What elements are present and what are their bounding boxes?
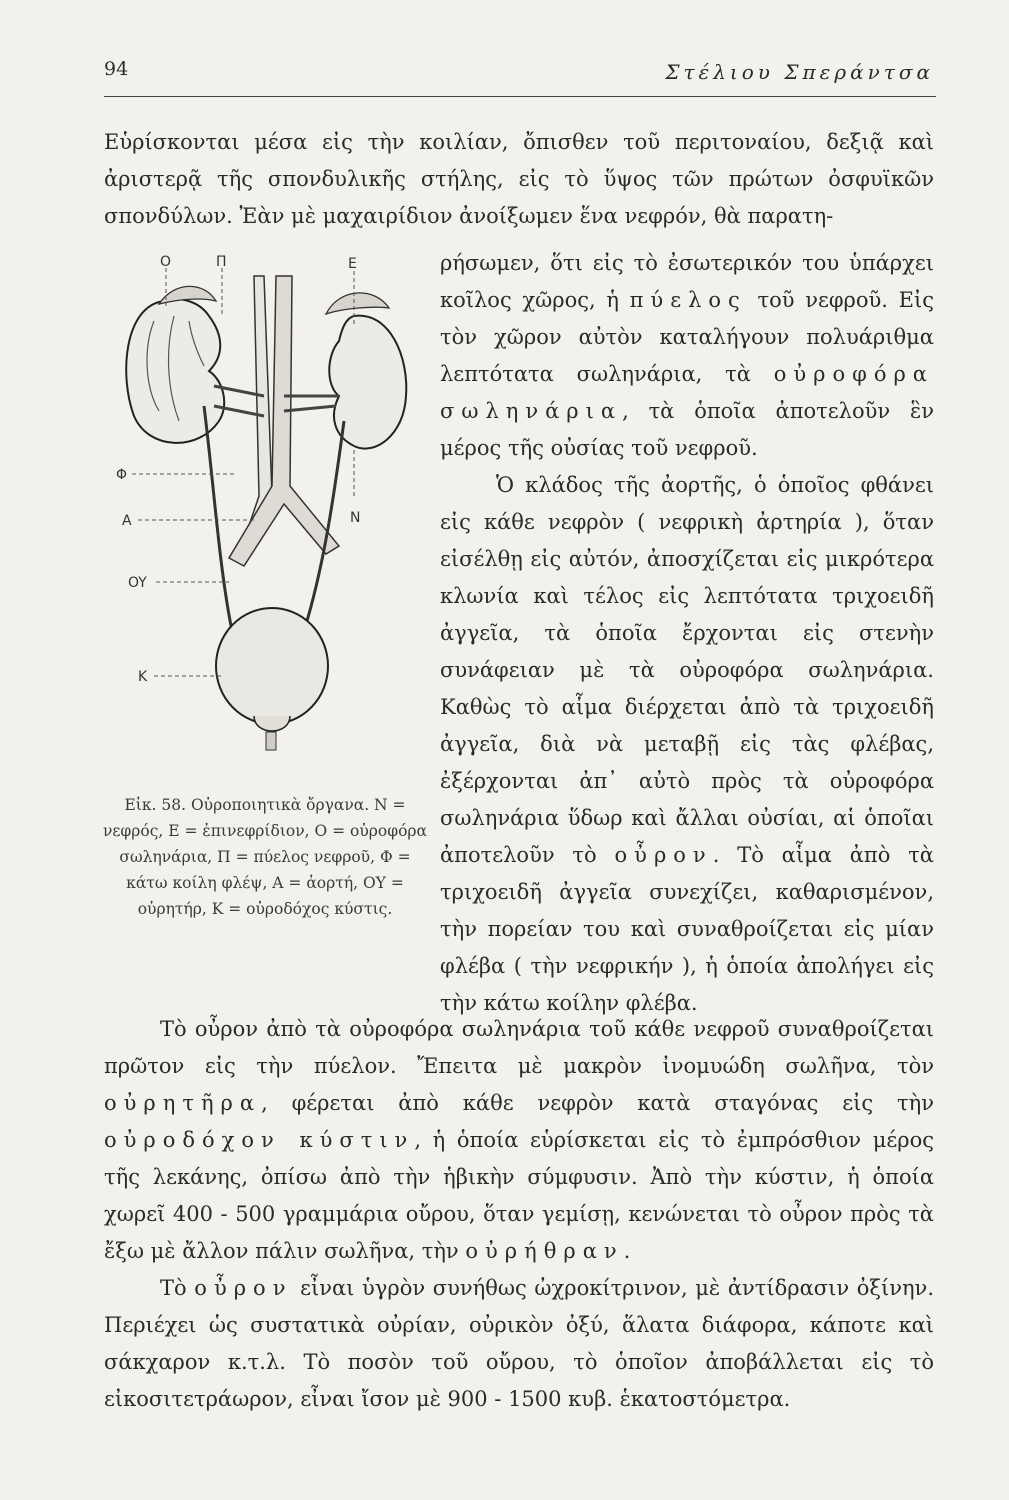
label-OY: OY (128, 575, 147, 591)
figure-caption: Εἰκ. 58. Οὐροποιητικὰ ὄργανα. N = νεφρός, E = ἐπινεφρίδιον, O = οὐροφόρα σωληνάρια, Π = πύελος νεφροῦ, Φ = κάτω κοίλη φλέψ, A = ἀορτή, OY = οὐρητήρ, K = οὐροδόχος κύστις. (102, 796, 428, 918)
paragraph-5: Τὸ οὖρον εἶναι ὑγρὸν συνήθως ὠχροκίτρινον, μὲ ἀντίδρασιν ὀξίνην. Περιέχει ὡς συστατικὰ οὐρίαν, οὐρικὸν ὀξύ, ἅλατα διάφορα, κάποτε καὶ σάκχαρον κ.τ.λ. Τὸ ποσὸν τοῦ οὔρου, τὸ ὁποῖον ἀποβάλλεται εἰς τὸ εἰκοσιτετράωρον, εἶναι ἴσον μὲ 900 - 1500 κυβ. ἑκατοστόμετρα. (104, 1276, 934, 1411)
figure-urinary-organs (104, 246, 434, 786)
term-kystis: οὐροδόχον κύστιν (104, 1128, 415, 1152)
page-number: 94 (104, 58, 129, 80)
paragraph-kidney-location (104, 124, 934, 235)
urethra-stub (266, 732, 276, 750)
label-O: O (160, 254, 172, 270)
label-A: A (122, 513, 132, 529)
page-header (104, 58, 934, 90)
label-P: Π (216, 254, 227, 270)
paragraph-1: Εὑρίσκονται μέσα εἰς τὴν κοιλίαν, ὄπισθεν τοῦ περιτοναίου, δεξιᾷ καὶ ἀριστερᾷ τῆς σπονδυλικῆς στήλης, εἰς τὸ ὕψος τῶν πρώτων ὀσφυϊκῶν σπονδύλων. Ἐὰν μὲ μαχαιρίδιον ἀνοίξωμεν ἕνα νεφρόν, θὰ παρατη- (104, 130, 934, 228)
term-ouron: οὖρον (614, 843, 713, 867)
label-E: E (348, 256, 357, 272)
running-head: Στέλιου Σπεράντσα (665, 60, 934, 84)
term-ourétir: οὐρητῆρα (104, 1091, 262, 1115)
term-ouron-2: οὖρον (194, 1276, 293, 1300)
left-kidney-shape (126, 299, 224, 443)
label-N: N (350, 510, 361, 526)
paragraph-4: Τὸ οὖρον ἀπὸ τὰ οὐροφόρα σωληνάρια τοῦ κάθε νεφροῦ συναθροίζεται πρῶτον εἰς τὴν πύελον. Ἔπειτα μὲ μακρὸν ἰνομυώδη σωλῆνα, τὸν οὐρητῆρα, φέρεται ἀπὸ κάθε νεφρὸν κατὰ σταγόνας εἰς τὴν οὐροδόχον κύστιν, ἡ ὁποία εὑρίσκεται εἰς τὸ ἐμπρόσθιον μέρος τῆς λεκάνης, ὀπίσω ἀπὸ τὴν ἡβικὴν σύμφυσιν. Ἀπὸ τὴν κύστιν, ἡ ὁποία χωρεῖ 400 - 500 γραμμάρια οὔρου, ὅταν γεμίσῃ, κενώνεται τὸ οὖρον πρὸς τὰ ἔξω μὲ ἄλλον πάλιν σωλῆνα, τὴν οὐρήθραν. (104, 1017, 935, 1263)
paragraph-2: ρήσωμεν, ὅτι εἰς τὸ ἐσωτερικόν του ὑπάρχει κοῖλος χῶρος, ἡ πύελος τοῦ νεφροῦ. Εἰς τὸν χῶρον αὐτὸν καταλήγουν πολυάριθμα λεπτότατα σωληνάρια, τὰ οὐροφόρα σωληνάρια, τὰ ὁποῖα ἀποτελοῦν ἓν μέρος τῆς οὐσίας τοῦ νεφροῦ. (440, 251, 934, 460)
aorta-shape (229, 276, 339, 566)
label-F: Φ (116, 467, 128, 483)
right-kidney-shape (329, 316, 406, 449)
right-adrenal-shape (326, 293, 389, 314)
header-rule (104, 96, 936, 97)
term-ourofora: οὐροφόρα σωληνάρια (440, 362, 934, 423)
bladder-neck (254, 716, 290, 731)
bladder-shape (216, 608, 328, 724)
bottom-text (104, 1011, 934, 1418)
urinary-organs-illustration (104, 246, 434, 786)
paragraph-3: Ὁ κλάδος τῆς ἀορτῆς, ὁ ὁποῖος φθάνει εἰς κάθε νεφρὸν ( νεφρικὴ ἀρτηρία ), ὅταν εἰσέλθῃ εἰς αὐτόν, ἀποσχίζεται εἰς μικρότερα κλωνία καὶ τέλος εἰς λεπτότατα τριχοειδῆ ἀγγεῖα, τὰ ὁποῖα ἔρχονται εἰς στενὴν συνάφειαν μὲ τὰ οὐροφόρα σωληνάρια. Καθὼς τὸ αἷμα διέρχεται ἀπὸ τὰ τριχοειδῆ ἀγγεῖα, διὰ νὰ μεταβῇ εἰς τὰς φλέβας, ἐξέρχονται ἀπ᾿ αὐτὸ πρὸς τὰ οὐροφόρα σωληνάρια ὕδωρ καὶ ἄλλαι οὐσίαι, αἱ ὁποῖαι ἀποτελοῦν τὸ οὖρον. Τὸ αἷμα ἀπὸ τὰ τριχοειδῆ ἀγγεῖα συνεχίζει, καθαρισμένον, τὴν πορείαν του καὶ συναθροίζεται εἰς μίαν φλέβα ( τὴν νεφρικήν ), ἡ ὁποία ἀπολήγει εἰς τὴν κάτω κοίλην φλέβα. (440, 473, 934, 1015)
wrapped-text-column (440, 245, 934, 1022)
term-pyelos: πύελος (629, 288, 747, 312)
label-K: K (138, 669, 148, 685)
term-ourithra: οὐρήθραν (465, 1239, 624, 1263)
left-ureter (204, 406, 232, 631)
